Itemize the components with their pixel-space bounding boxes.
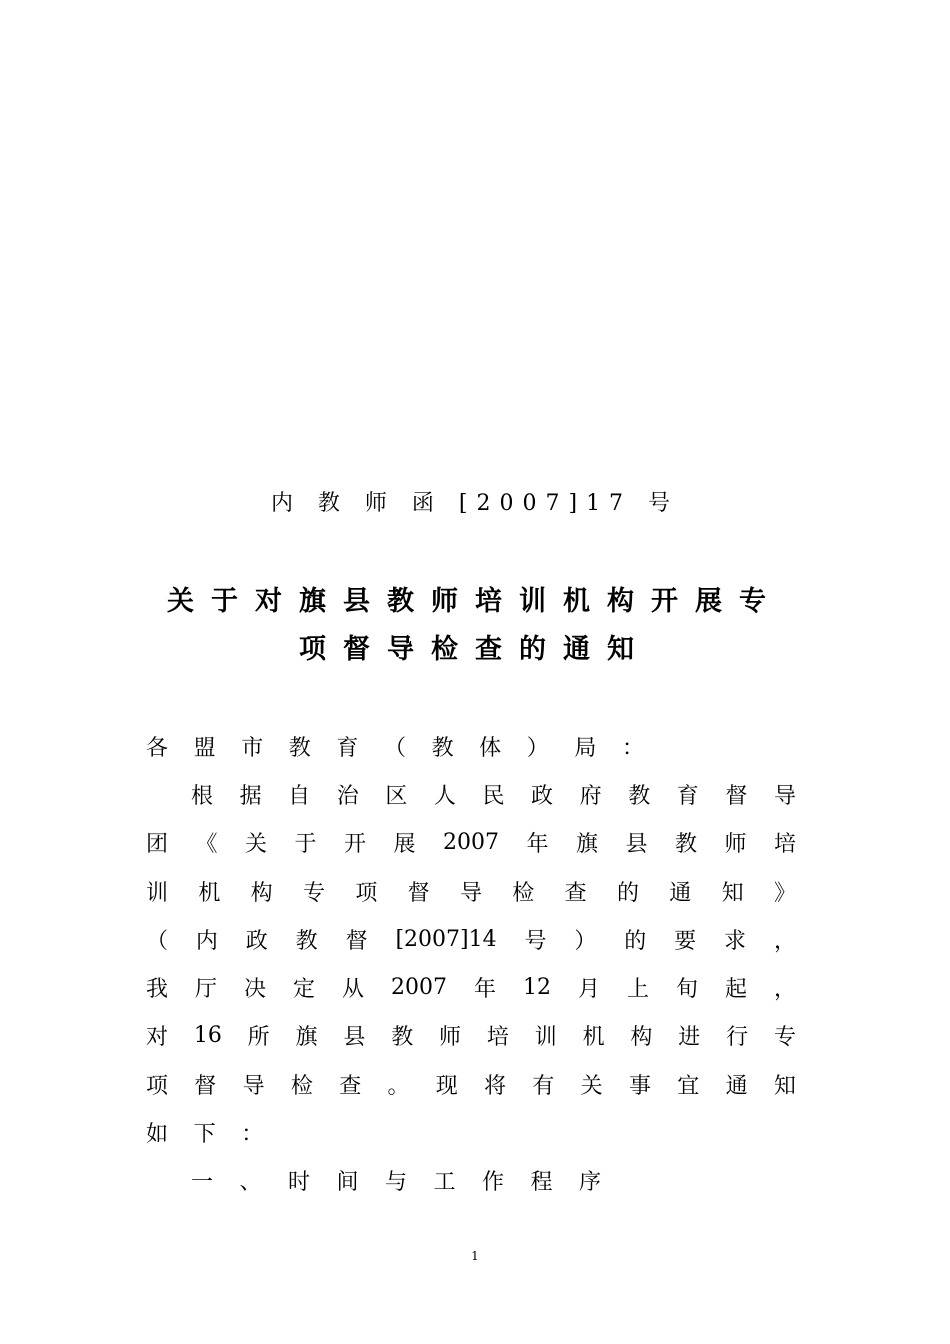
body-token: 时 [288,1170,311,1196]
body-token: 将 [484,1073,507,1099]
body-token: 师 [439,1025,462,1051]
body-token: 要 [674,928,697,954]
body-token: 教 [288,735,311,761]
body-token: 育 [336,735,359,761]
body-token: 程 [530,1170,553,1196]
body-token: 从 [342,977,365,1003]
body-token: 导 [242,1073,265,1099]
document-title-line-2: 项督导检查的通知 [299,634,651,665]
document-title [145,578,805,674]
body-token: 治 [336,783,359,809]
body-token: 下 [193,1122,216,1148]
body-token: 项 [146,1073,169,1099]
body-token: 导 [773,783,796,809]
body-token: 号 [524,928,547,954]
body-token: 对 [146,1025,169,1051]
body-token: 关 [580,1073,603,1099]
body-token: 的 [624,928,647,954]
body-token: 检 [290,1073,313,1099]
body-token: 于 [294,832,317,858]
body-token: 行 [726,1025,749,1051]
body-token: 宜 [677,1073,700,1099]
body-token: 专 [773,1025,796,1051]
body-token: 培 [486,1025,509,1051]
body-token: 《 [195,832,218,858]
body-token: 区 [385,783,408,809]
body-token: 工 [433,1170,456,1196]
document-number: 内 教 师 函 [2007]17 号 [270,491,680,516]
body-token: 县 [625,832,648,858]
body-token: 盟 [193,735,216,761]
body-token: 政 [245,928,268,954]
body-token: 知 [721,880,744,906]
body-token: 序 [579,1170,602,1196]
body-token: 局 [574,735,597,761]
document-title-line-1: 关于对旗县教师培训机构开展专 [167,586,783,617]
document-body [146,722,796,1205]
body-token: 展 [393,832,416,858]
body-line-7 [146,1012,796,1060]
body-token: 县 [343,1025,366,1051]
body-token: 查 [339,1073,362,1099]
body-token: 检 [512,880,535,906]
body-line-2 [146,770,796,818]
body-token: 市 [241,735,264,761]
body-token: 项 [355,880,378,906]
body-token: [2007]14 [395,926,497,952]
body-token: 培 [773,832,796,858]
body-token: 督 [345,928,368,954]
body-token: 师 [724,832,747,858]
body-token: 厅 [195,977,218,1003]
body-token: 各 [146,735,169,761]
body-token: 我 [146,977,169,1003]
body-token: 教 [391,1025,414,1051]
body-token: 查 [564,880,587,906]
body-token: 关 [245,832,268,858]
body-line-9 [146,1108,796,1156]
body-token: ， [773,977,796,1003]
body-token: 知 [773,1073,796,1099]
body-token: 团 [146,832,169,858]
body-token: 作 [482,1170,505,1196]
page-number: 1 [471,1249,479,1263]
body-token: 自 [288,783,311,809]
body-token: 。 [387,1073,410,1099]
body-token: 如 [146,1122,169,1148]
body-token: 决 [244,977,267,1003]
body-token: 府 [579,783,602,809]
body-token: 督 [194,1073,217,1099]
body-token: 开 [344,832,367,858]
body-token: 与 [385,1170,408,1196]
body-token: 专 [302,880,325,906]
body-token: 旗 [295,1025,318,1051]
body-token: 体 [479,735,502,761]
body-token: 通 [725,1073,748,1099]
body-token: 教 [431,735,454,761]
body-token: 、 [239,1170,262,1196]
body-token: 构 [630,1025,653,1051]
body-token: 旗 [575,832,598,858]
body-token: 导 [459,880,482,906]
body-token: 间 [336,1170,359,1196]
body-token: 16 [193,1023,222,1049]
body-token: 的 [616,880,639,906]
body-token: 年 [473,977,496,1003]
body-token: 训 [534,1025,557,1051]
body-token: 上 [626,977,649,1003]
body-token: 所 [247,1025,270,1051]
body-token: 进 [678,1025,701,1051]
body-token: 构 [250,880,273,906]
body-token: 有 [532,1073,555,1099]
body-token: ， [773,928,796,954]
body-line-8 [146,1060,796,1108]
body-token: 12 [522,975,551,1001]
body-token: 据 [239,783,262,809]
body-token: 求 [724,928,747,954]
body-token: 督 [407,880,430,906]
body-line-5 [146,915,796,963]
body-token: 教 [628,783,651,809]
body-token: 政 [531,783,554,809]
body-token: 月 [577,977,600,1003]
body-token: 根 [191,783,214,809]
body-line-10 [146,1157,796,1205]
body-token: 起 [724,977,747,1003]
body-token: 育 [676,783,699,809]
body-token: 2007 [443,830,499,856]
body-token: 督 [725,783,748,809]
body-token: 现 [435,1073,458,1099]
body-token: 2007 [391,975,447,1001]
body-token: 》 [773,880,796,906]
body-token: 机 [198,880,221,906]
body-line-3 [146,819,796,867]
body-token: 年 [526,832,549,858]
body-token: ） [526,735,549,761]
body-token: 教 [674,832,697,858]
body-token: 机 [582,1025,605,1051]
body-line-4 [146,867,796,915]
body-token: 人 [433,783,456,809]
body-line-1 [146,722,796,770]
body-line-6 [146,963,796,1011]
body-token: 旬 [675,977,698,1003]
body-token: ） [574,928,597,954]
body-token: 一 [191,1170,214,1196]
body-token: 教 [295,928,318,954]
body-token: ： [241,1122,264,1148]
body-token: 民 [482,783,505,809]
body-token: （ [383,735,406,761]
body-token: （ [146,928,169,954]
body-token: 内 [195,928,218,954]
body-token: 定 [293,977,316,1003]
body-token: 事 [628,1073,651,1099]
body-token: 训 [146,880,169,906]
body-token: 通 [669,880,692,906]
body-token: ： [621,735,644,761]
